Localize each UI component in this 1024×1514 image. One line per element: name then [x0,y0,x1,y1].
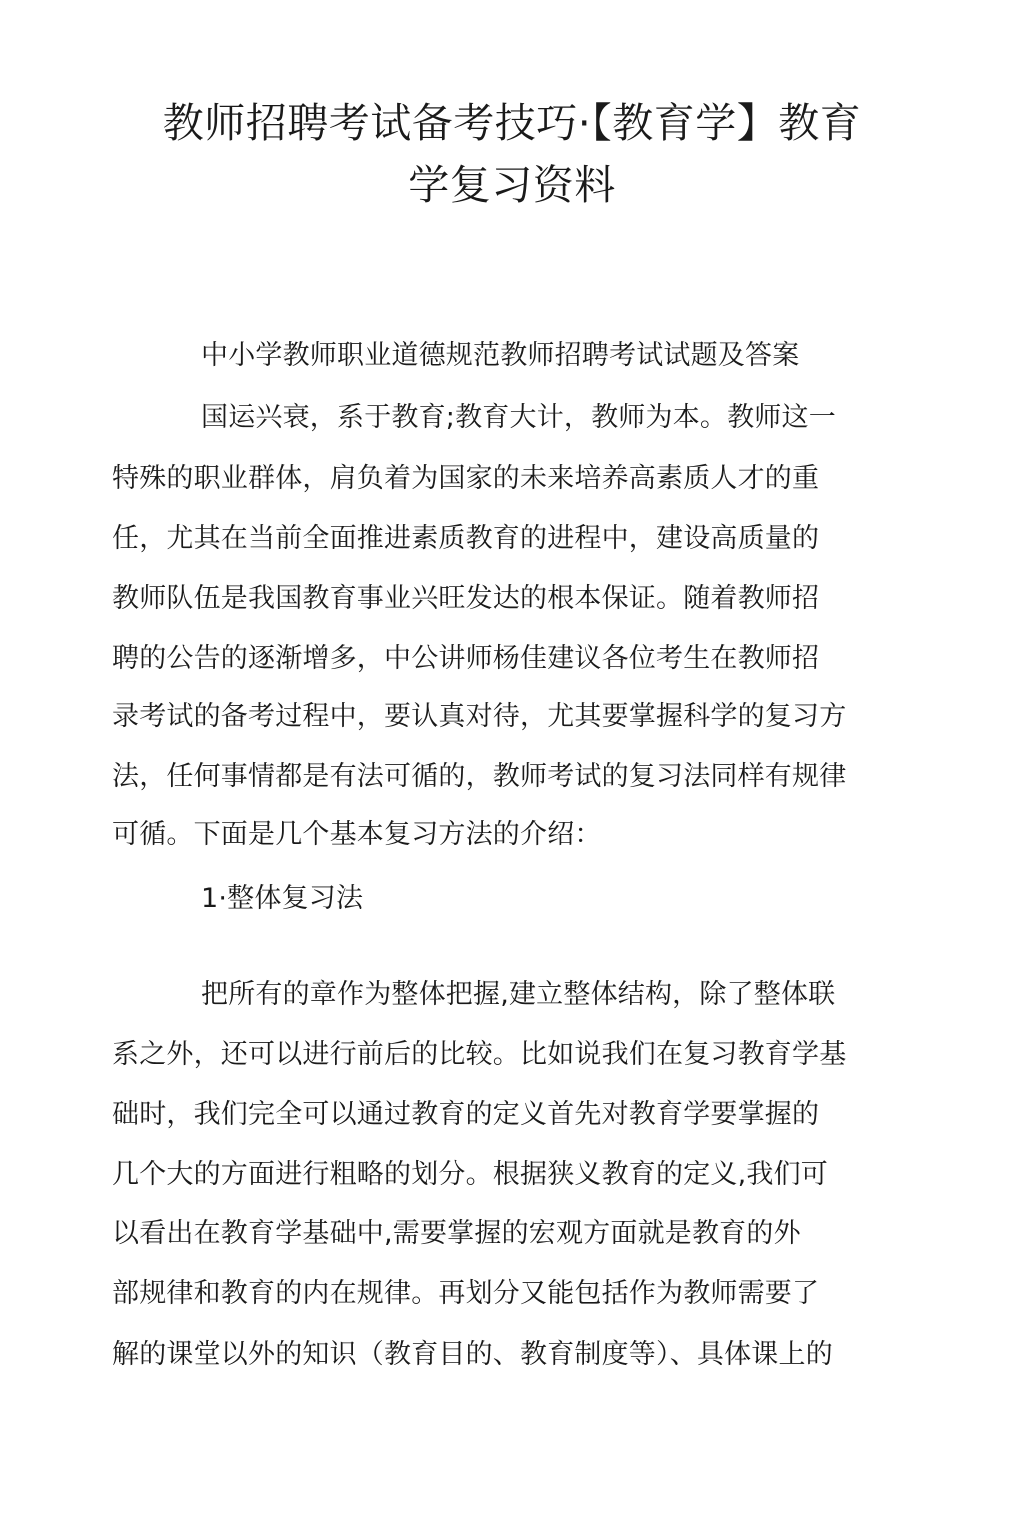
paragraph-line: 可循。下面是几个基本复习方法的介绍： [112,819,602,850]
document-title [110,92,914,216]
paragraph-line: 录考试的备考过程中，要认真对待，尤其要掌握科学的复习方 [112,701,847,732]
paragraph-line: 聘的公告的逐渐增多，中公讲师杨佳建议各位考生在教师招 [112,643,820,674]
section-heading: 1·整体复习法 [201,883,364,914]
paragraph-line: 解的课堂以外的知识（教育目的、教育制度等）、具体课上的 [112,1339,833,1370]
paragraph-line: 部规律和教育的内在规律。再划分又能包括作为教师需要了 [112,1278,820,1309]
paragraph-line: 任，尤其在当前全面推进素质教育的进程中，建设高质量的 [112,523,820,554]
title-line: 学复习资料 [408,161,616,209]
paragraph-line: 特殊的职业群体，肩负着为国家的未来培养高素质人才的重 [112,463,820,494]
title-line: 教师招聘考试备考技巧·【教育学】教育 [162,99,862,147]
paragraph-line: 法，任何事情都是有法可循的，教师考试的复习法同样有规律 [112,761,847,792]
paragraph-line: 础时，我们完全可以通过教育的定义首先对教育学要掌握的 [112,1099,820,1130]
paragraph-line: 系之外，还可以进行前后的比较。比如说我们在复习教育学基 [112,1039,847,1070]
paragraph-line: 教师队伍是我国教育事业兴旺发达的根本保证。随着教师招 [112,583,820,614]
paragraph-line: 把所有的章作为整体把握,建立整体结构，除了整体联 [201,979,836,1010]
paragraph-line: 几个大的方面进行粗略的划分。根据狭义教育的定义,我们可 [112,1159,828,1190]
subtitle: 中小学教师职业道德规范教师招聘考试试题及答案 [201,340,800,371]
paragraph-line: 国运兴衰，系于教育;教育大计，教师为本。教师这一 [201,402,836,433]
paragraph-line: 以看出在教育学基础中,需要掌握的宏观方面就是教育的外 [112,1218,801,1249]
